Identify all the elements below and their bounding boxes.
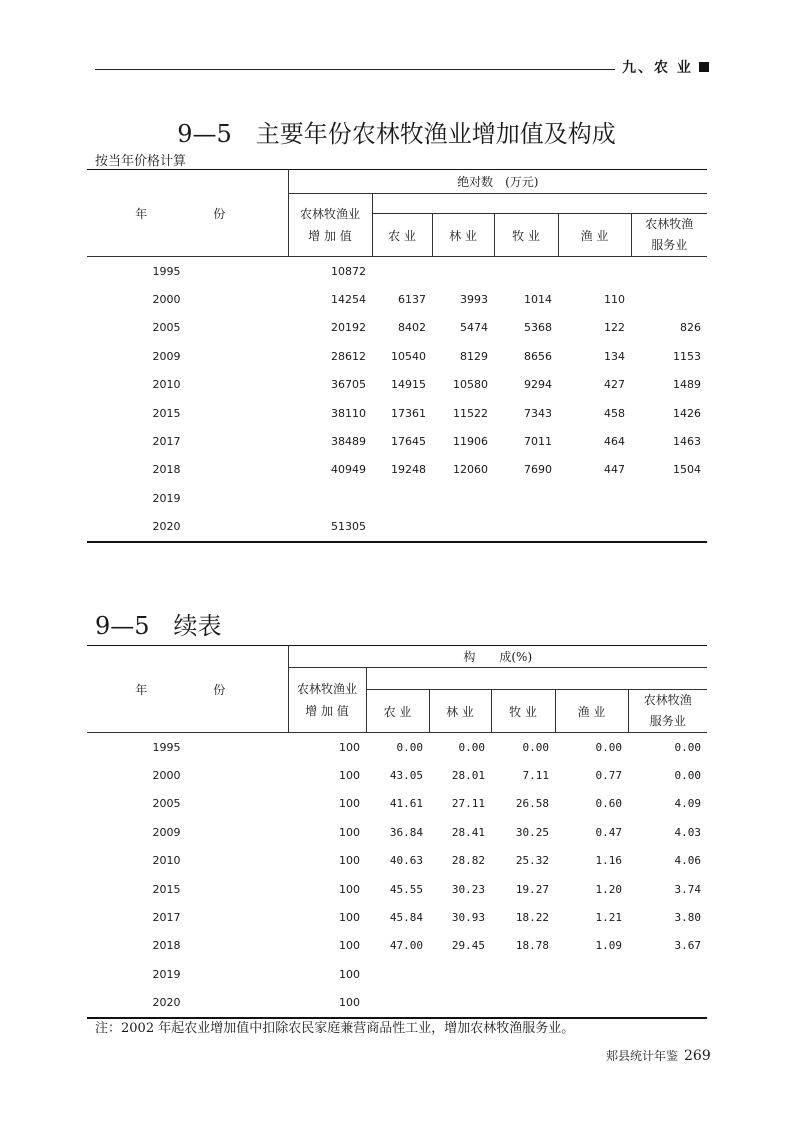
value-cell: 12060	[453, 463, 488, 477]
value-cell	[429, 960, 491, 988]
header-animal-husbandry: 牧 业	[494, 214, 558, 257]
year-cell: 2009	[152, 825, 181, 839]
value-cell: 36.84	[389, 825, 423, 839]
table-row	[87, 847, 707, 875]
value-cell	[491, 960, 555, 988]
value-cell: 10580	[453, 378, 488, 392]
value-cell	[288, 484, 372, 512]
year-cell: 1995	[152, 740, 181, 754]
table-row	[87, 257, 707, 286]
table-row	[87, 790, 707, 818]
value-cell: 100	[339, 939, 360, 953]
value-cell: 1.21	[595, 911, 622, 925]
value-cell: 10540	[391, 349, 426, 363]
yearbook-name: 郏县统计年鉴	[606, 1049, 679, 1063]
value-cell: 0.00	[458, 740, 485, 754]
value-cell: 51305	[288, 513, 372, 542]
header-agriculture: 农 业	[366, 690, 429, 733]
value-cell: 11906	[453, 435, 488, 449]
value-cell: 20192	[331, 321, 366, 335]
value-cell: 0.00	[522, 740, 549, 754]
value-cell: 10872	[331, 264, 366, 278]
value-cell: 1153	[673, 349, 702, 363]
year-cell: 2018	[152, 463, 181, 477]
year-cell: 2018	[152, 939, 181, 953]
table-row	[87, 371, 707, 399]
header-services: 农林牧渔 服务业	[631, 214, 707, 257]
value-cell: 17361	[391, 406, 426, 420]
table-row	[87, 761, 707, 789]
table-row	[87, 342, 707, 370]
page-footer	[606, 1047, 711, 1064]
value-cell: 1426	[673, 406, 702, 420]
header-group-composition: 构 成(%)	[288, 646, 707, 668]
value-cell: 427	[604, 378, 625, 392]
year-cell: 2015	[152, 406, 181, 420]
year-cell: 2017	[152, 435, 181, 449]
year-cell: 2020	[87, 513, 288, 542]
value-cell	[491, 989, 555, 1018]
header-services: 农林牧渔 服务业	[628, 690, 707, 733]
value-cell	[558, 513, 631, 542]
value-cell: 26.58	[515, 797, 549, 811]
value-cell: 40.63	[389, 854, 423, 868]
header-spacer	[372, 194, 707, 214]
value-cell: 14254	[331, 293, 366, 307]
value-cell: 122	[604, 321, 625, 335]
value-cell: 29.45	[451, 939, 485, 953]
value-cell: 100	[339, 825, 360, 839]
value-cell	[494, 257, 558, 286]
value-cell: 4.09	[674, 797, 701, 811]
value-cell: 3993	[460, 293, 488, 307]
value-cell: 0.60	[595, 797, 622, 811]
value-cell: 1504	[673, 463, 702, 477]
value-cell: 45.84	[389, 911, 423, 925]
value-cell: 7011	[524, 435, 552, 449]
header-group-absolute: 绝对数 (万元)	[288, 170, 707, 194]
value-cell	[372, 513, 432, 542]
header-total: 农林牧渔业 增 加 值	[288, 668, 366, 733]
value-cell: 18.78	[515, 939, 549, 953]
section-label: 九、农 业	[622, 60, 693, 76]
header-forestry: 林 业	[432, 214, 494, 257]
value-cell: 27.11	[451, 797, 485, 811]
value-cell: 14915	[391, 378, 426, 392]
value-cell: 11522	[453, 406, 488, 420]
value-cell	[555, 960, 628, 988]
value-cell: 1014	[524, 293, 552, 307]
header-agriculture: 农 业	[372, 214, 432, 257]
year-cell: 2005	[152, 797, 181, 811]
value-cell: 100	[288, 989, 366, 1018]
header-animal-husbandry: 牧 业	[491, 690, 555, 733]
value-cell	[558, 257, 631, 286]
value-cell	[366, 960, 429, 988]
value-cell: 17645	[391, 435, 426, 449]
value-cell	[628, 960, 707, 988]
composition-table	[87, 645, 707, 1019]
table-row	[87, 960, 707, 988]
value-cell: 40949	[331, 463, 366, 477]
value-cell: 28612	[331, 349, 366, 363]
header-spacer	[366, 668, 707, 690]
value-cell: 110	[604, 293, 625, 307]
value-cell: 7.11	[522, 769, 549, 783]
value-cell: 30.93	[451, 911, 485, 925]
value-cell	[631, 484, 707, 512]
value-cell: 30.25	[515, 825, 549, 839]
value-cell: 41.61	[389, 797, 423, 811]
value-cell: 1463	[673, 435, 702, 449]
square-bullet-icon	[699, 62, 709, 72]
value-cell: 1.20	[595, 882, 622, 896]
header-fishery: 渔 业	[555, 690, 628, 733]
value-cell: 0.00	[674, 740, 701, 754]
value-cell: 6137	[398, 293, 426, 307]
value-cell	[631, 513, 707, 542]
year-cell: 2019	[152, 491, 181, 505]
value-cell: 826	[680, 321, 702, 335]
value-cell	[631, 257, 707, 286]
value-cell	[432, 257, 494, 286]
value-cell: 30.23	[451, 882, 485, 896]
table-row	[87, 818, 707, 846]
value-cell: 464	[604, 435, 625, 449]
value-cell	[429, 989, 491, 1018]
value-cell: 1489	[673, 378, 702, 392]
value-cell: 19.27	[515, 882, 549, 896]
year-cell: 2015	[152, 882, 181, 896]
value-cell: 3.74	[674, 882, 701, 896]
table-row	[87, 314, 707, 342]
value-cell: 18.22	[515, 911, 549, 925]
value-cell	[494, 513, 558, 542]
table-row	[87, 932, 707, 960]
value-cell: 100	[339, 967, 360, 981]
page-title: 9—5 主要年份农林牧渔业增加值及构成	[177, 120, 616, 148]
value-cell	[432, 484, 494, 512]
value-cell: 25.32	[515, 854, 549, 868]
value-cell: 19248	[391, 463, 426, 477]
header-forestry: 林 业	[429, 690, 491, 733]
value-cell	[494, 484, 558, 512]
year-cell: 2000	[152, 769, 181, 783]
year-cell: 2005	[152, 321, 181, 335]
value-cell: 5474	[460, 321, 488, 335]
value-cell: 38110	[331, 406, 366, 420]
continued-table-title: 9—5 续表	[95, 612, 222, 640]
year-cell: 2000	[152, 293, 181, 307]
header-rule	[95, 69, 615, 70]
value-cell: 0.00	[595, 740, 622, 754]
value-cell: 100	[339, 882, 360, 896]
table-row	[87, 399, 707, 427]
value-cell	[631, 285, 707, 313]
value-cell: 45.55	[389, 882, 423, 896]
page-number: 269	[684, 1048, 711, 1064]
value-cell: 3.67	[674, 939, 701, 953]
year-cell: 2009	[152, 349, 181, 363]
value-cell: 0.00	[396, 740, 423, 754]
value-cell: 0.77	[595, 769, 622, 783]
year-cell: 1995	[152, 264, 181, 278]
value-cell: 134	[604, 349, 625, 363]
year-cell: 2010	[152, 854, 181, 868]
header-total: 农林牧渔业 增 加 值	[288, 194, 372, 257]
value-cell	[372, 257, 432, 286]
header-year: 年 份	[87, 170, 288, 257]
value-cell: 3.80	[674, 911, 701, 925]
value-cell	[555, 989, 628, 1018]
value-cell: 7690	[524, 463, 552, 477]
table-row	[87, 427, 707, 455]
value-cell	[366, 989, 429, 1018]
value-cell: 28.82	[451, 854, 485, 868]
header-fishery: 渔 业	[558, 214, 631, 257]
value-cell: 8129	[460, 349, 488, 363]
value-cell: 1.16	[595, 854, 622, 868]
value-cell	[372, 484, 432, 512]
value-cell: 28.41	[451, 825, 485, 839]
table-row	[87, 285, 707, 313]
value-cell: 36705	[331, 378, 366, 392]
value-cell: 100	[339, 854, 360, 868]
value-cell: 100	[339, 797, 360, 811]
value-cell: 0.47	[595, 825, 622, 839]
value-cell: 7343	[524, 406, 552, 420]
table-row	[87, 989, 707, 1018]
value-cell: 458	[604, 406, 625, 420]
header-year: 年 份	[87, 646, 288, 733]
price-basis-note: 按当年价格计算	[95, 154, 187, 169]
value-cell: 28.01	[451, 769, 485, 783]
value-cell	[628, 989, 707, 1018]
footnote: 注：2002 年起农业增加值中扣除农民家庭兼营商品性工业，增加农林牧渔服务业。	[95, 1021, 575, 1036]
value-cell: 8656	[524, 349, 552, 363]
value-cell: 9294	[524, 378, 552, 392]
value-cell: 5368	[524, 321, 552, 335]
table-row	[87, 484, 707, 512]
year-cell: 2010	[152, 378, 181, 392]
year-cell: 2019	[152, 967, 181, 981]
value-cell: 100	[339, 769, 360, 783]
section-header	[622, 57, 709, 77]
year-cell: 2020	[87, 989, 288, 1018]
table-row	[87, 456, 707, 484]
value-cell: 4.03	[674, 825, 701, 839]
value-cell: 47.00	[389, 939, 423, 953]
value-cell: 43.05	[389, 769, 423, 783]
table-row	[87, 903, 707, 931]
value-cell: 100	[339, 740, 360, 754]
value-cell: 447	[604, 463, 625, 477]
value-cell: 38489	[331, 435, 366, 449]
value-cell: 4.06	[674, 854, 701, 868]
table-row	[87, 513, 707, 542]
value-cell: 100	[339, 911, 360, 925]
value-cell: 8402	[398, 321, 426, 335]
value-cell	[432, 513, 494, 542]
table-row	[87, 733, 707, 762]
absolute-values-table	[87, 169, 707, 543]
table-row	[87, 875, 707, 903]
value-cell: 0.00	[674, 769, 701, 783]
value-cell	[558, 484, 631, 512]
year-cell: 2017	[152, 911, 181, 925]
value-cell: 1.09	[595, 939, 622, 953]
